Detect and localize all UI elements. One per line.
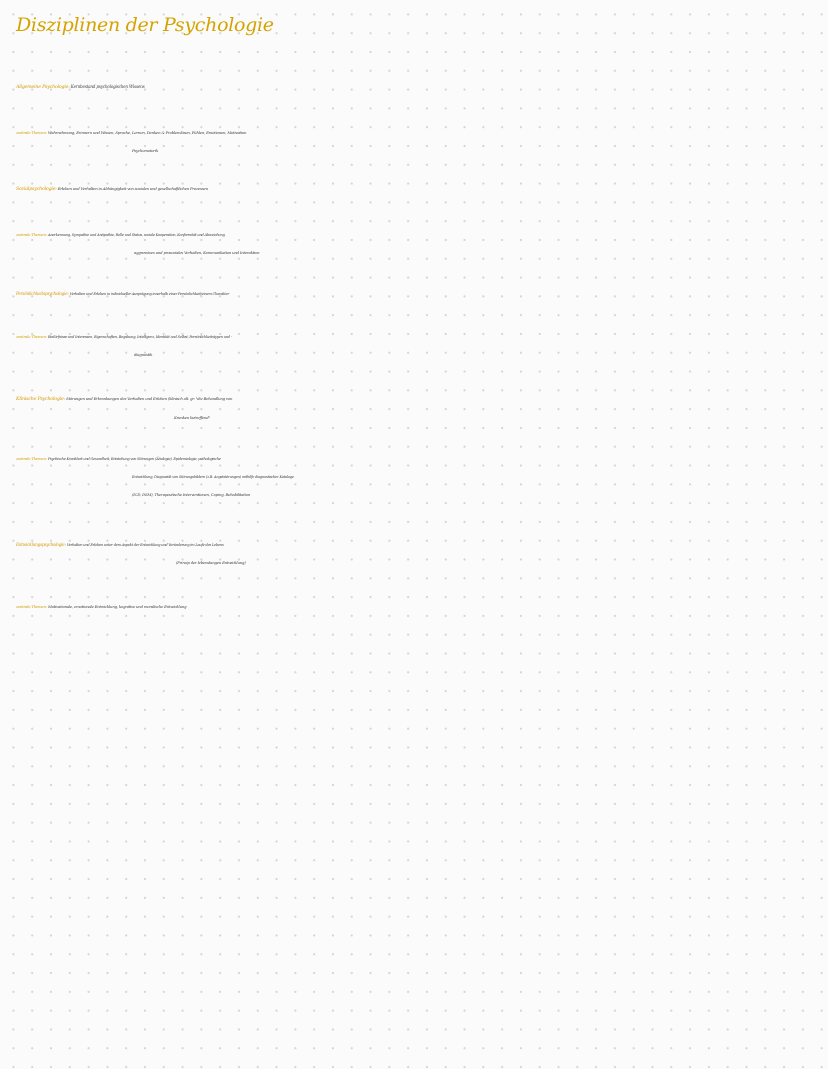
topics-text: Motivationale, emotionale Entwicklung, kognitive und moralische Entwicklung <box>47 604 187 609</box>
section-heading: Persönlichkeitspsychologie: <box>16 291 69 296</box>
topics-text-continued: Entwicklung, Diagnostik von Störungsbildern (z.B. Angststörungen) mithilfe diagnostischer Kataloge <box>132 475 294 479</box>
topics-allgemeine-psychologie <box>16 124 820 160</box>
section-allgemeine-psychologie <box>16 78 820 97</box>
topics-text-continued: (ICD, DSM), Therapeutische Interventionen, Coping, Rehabilitation <box>132 492 251 497</box>
topics-text-continued: aggressives und prosoziales Verhalten, Kommunikation und Interaktion <box>134 250 260 255</box>
section-heading: Entwicklungspsychologie: <box>16 542 66 547</box>
topics-label: zentrale Themen: <box>16 130 47 135</box>
topics-label: zentrale Themen: <box>16 456 47 461</box>
topics-text: Psychische Krankheit und Gesundheit, Entstehung von Störungen (Ätiologie), Epidemiologie, pathologische <box>47 457 221 461</box>
topics-line <box>16 226 820 244</box>
topics-text: Wahrnehmung, Erinnern und Wissen, Sprache, Lernen, Denken & Problemlösen, Fühlen, Emotionen, Motivation <box>47 130 247 135</box>
topics-text: Bedürfnisse und Interessen, Eigenschaften, Begabung, Intelligenz, Identität und Selbst, Persönlichkeitstypen und - <box>47 335 232 339</box>
section-description-continued: (Prinzip der lebenslangen Entwicklung) <box>176 560 246 565</box>
topics-label: zentrale Themen: <box>16 604 47 609</box>
topics-line <box>16 598 820 616</box>
section-description: Erleben und Verhalten in Abhängigkeit von sozialen und gesellschaftlichen Prozessen <box>57 186 208 191</box>
section-persoenlichkeitspsychologie <box>16 285 820 303</box>
topics-text-continued: diagnostik <box>134 352 153 357</box>
topics-persoenlichkeitspsychologie <box>16 328 820 364</box>
section-heading: Klinische Psychologie: <box>16 397 66 402</box>
section-heading-line <box>16 180 820 199</box>
topics-text: Anerkennung, Sympathie und Antipathie, Rolle und Status, soziale Kooperation, Konformität und Abweichung <box>47 233 225 237</box>
section-description: Kernbestand psychologischen Wissens <box>70 84 145 89</box>
topics-text-continued: Psychomotorik <box>132 148 159 153</box>
section-klinische-psychologie <box>16 390 820 427</box>
section-heading-line <box>16 390 820 409</box>
section-description: Verhalten und Erleben in individueller Ausprägung innerhalb einer Persönlichkeit/einem Charakter <box>69 292 229 296</box>
section-description: Verhalten und Erleben unter dem Aspekt der Entwicklung und Veränderung im Laufe des Lebens <box>66 543 224 547</box>
section-description-continued: Kranken betreffend" <box>174 415 211 420</box>
section-entwicklungspsychologie <box>16 536 820 572</box>
topics-line <box>16 124 820 142</box>
section-sozialpsychologie <box>16 180 820 199</box>
topics-line <box>16 450 820 468</box>
topics-entwicklungspsychologie <box>16 598 820 616</box>
page-title: Disziplinen der Psychologie <box>16 14 274 36</box>
topics-line <box>16 328 820 346</box>
section-heading-line <box>16 78 820 97</box>
topics-label: zentrale Themen: <box>16 232 47 237</box>
topics-klinische-psychologie <box>16 450 820 504</box>
section-heading-line <box>16 536 820 554</box>
topics-sozialpsychologie <box>16 226 820 262</box>
section-description: Störungen und Erkrankungen des Verhalten und Erleben (klinisch alt. gr. "die Behandlung von <box>66 396 233 401</box>
section-heading-line <box>16 285 820 303</box>
section-heading: Sozialpsychologie: <box>16 187 57 192</box>
section-heading: Allgemeine Psychologie: <box>16 85 70 90</box>
topics-label: zentrale Themen: <box>16 334 47 339</box>
